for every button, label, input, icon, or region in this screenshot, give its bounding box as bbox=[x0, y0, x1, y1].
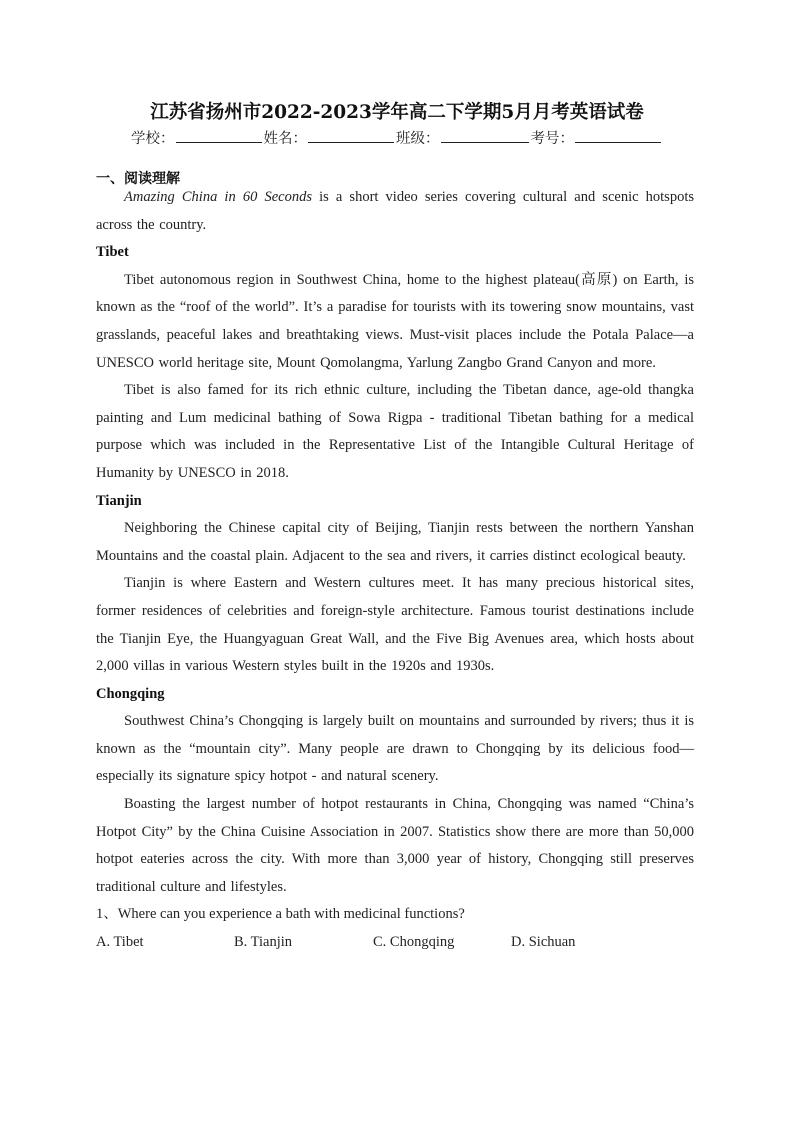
class-label: 班级： bbox=[396, 131, 440, 147]
tibet-paragraph-1: Tibet autonomous region in Southwest China, home to the highest plateau(高原) on Earth, is known as the “roof of the world”. It’s a paradise for tourists with its towering snow mountains, vast grasslands, peaceful lakes and breathtaking views. Must-visit places include the Potala Palace—a UNESCO world heritage site, Mount Qomolangma, Yarlung Zangbo Grand Canyon and more. bbox=[96, 271, 694, 371]
heading-chongqing: Chongqing bbox=[96, 685, 165, 702]
name-label: 姓名： bbox=[263, 131, 307, 147]
chongqing-paragraph-2: Boasting the largest number of hotpot restaurants in China, Chongqing was named “China’s Hotpot City” by the China Cuisine Association in 2007. Statistics show there are more than 50,000 hotpot eateries across the city. With more than 3,000 year of history, Chongqing still preserves traditional culture and lifestyles. bbox=[96, 796, 694, 895]
series-name: Amazing China in 60 Seconds bbox=[124, 189, 312, 205]
tianjin-paragraph-2: Tianjin is where Eastern and Western cultures meet. It has many precious historical sites, former residences of celebrities and foreign-style architecture. Famous tourist destinations include the Tianjin Eye, the Huangyaguan Great Wall, and the Five Big Avenues area, which hosts about 2,000 villas in various Western styles built in the 1920s and 1930s. bbox=[96, 575, 694, 675]
intro-text: is a short video series covering cultural and scenic hotspots across the country. bbox=[96, 189, 694, 233]
option-d[interactable]: D. Sichuan bbox=[511, 934, 576, 951]
intro-paragraph bbox=[96, 184, 694, 239]
question-1-stem: 1、Where can you experience a bath with medicinal functions? bbox=[96, 906, 465, 923]
school-blank bbox=[176, 130, 262, 143]
option-a[interactable]: A. Tibet bbox=[96, 934, 144, 951]
name-blank bbox=[308, 130, 394, 143]
heading-tianjin: Tianjin bbox=[96, 492, 142, 509]
chongqing-paragraph-1: Southwest China’s Chongqing is largely built on mountains and surrounded by rivers; thus it is known as the “mountain city”. Many people are drawn to Chongqing by its delicious food—especially its signature spicy hotpot - and natural scenery. bbox=[96, 713, 694, 785]
number-blank bbox=[575, 130, 661, 143]
number-label: 考号： bbox=[530, 131, 574, 147]
question-1-options bbox=[96, 929, 694, 957]
student-info-line bbox=[0, 127, 794, 148]
tibet-paragraph-2: Tibet is also famed for its rich ethnic culture, including the Tibetan dance, age-old thangka painting and Lum medicinal bathing of Sowa Rigpa - traditional Tibetan bathing for a medical purpose which was included in the Representative List of the Intangible Cultural Heritage of Humanity by UNESCO in 2018. bbox=[96, 382, 694, 481]
exam-title: 江苏省扬州市2022-2023学年高二下学期5月月考英语试卷 bbox=[150, 102, 644, 123]
class-blank bbox=[441, 130, 529, 143]
reading-passage bbox=[96, 184, 694, 957]
heading-tibet: Tibet bbox=[96, 244, 129, 261]
school-label: 学校： bbox=[131, 131, 175, 147]
option-b[interactable]: B. Tianjin bbox=[234, 934, 293, 951]
option-c[interactable]: C. Chongqing bbox=[373, 934, 455, 951]
section-title: 一、阅读理解 bbox=[96, 171, 180, 187]
tianjin-paragraph-1: Neighboring the Chinese capital city of Beijing, Tianjin rests between the northern Yanshan Mountains and the coastal plain. Adjacent to the sea and rivers, it carries distinct ecological beauty. bbox=[96, 520, 694, 564]
